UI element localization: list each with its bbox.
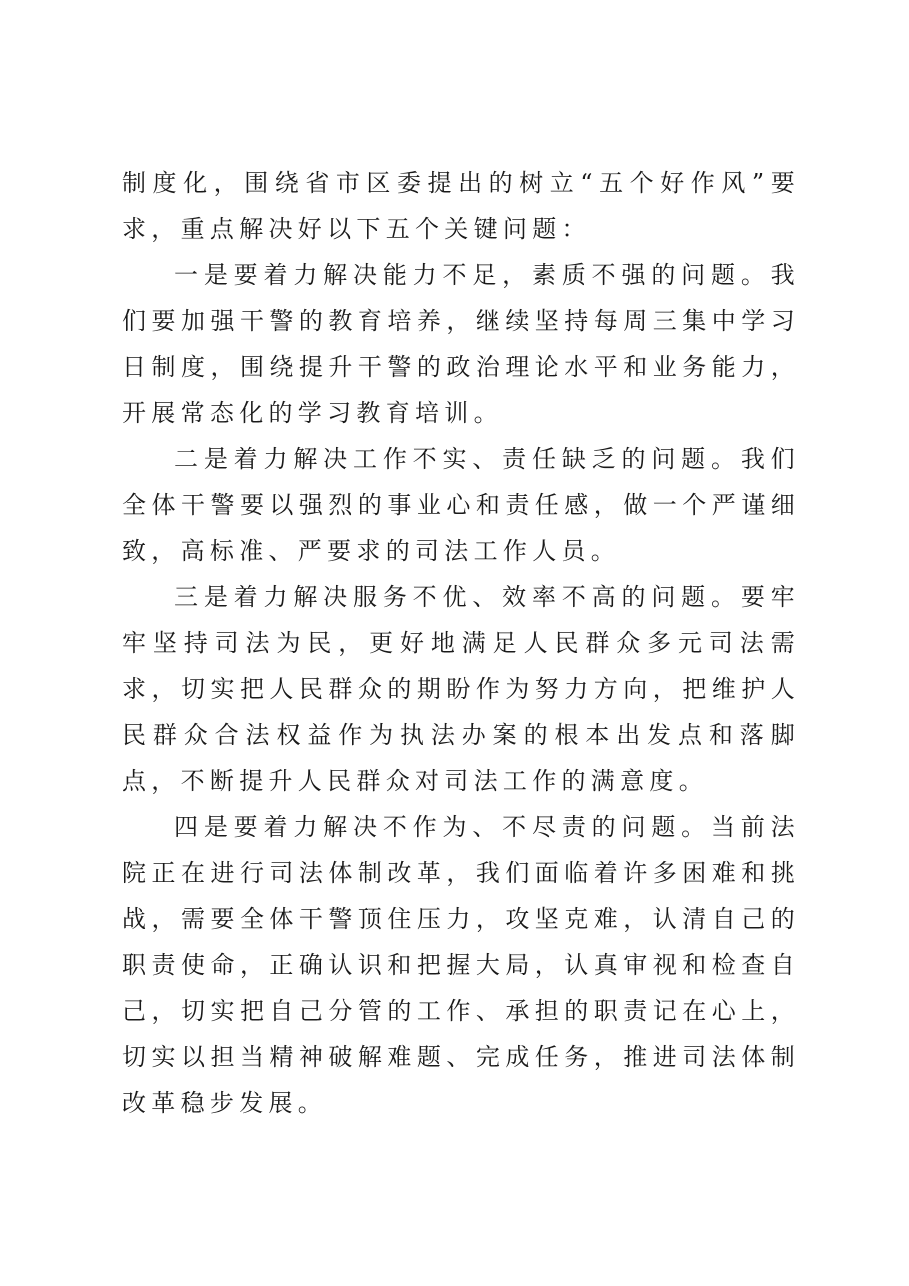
document-body [122, 160, 800, 1126]
paragraph-point-three: 三是着力解决服务不优、效率不高的问题。要牢牢坚持司法为民，更好地满足人民群众多元司法需求，切实把人民群众的期盼作为努力方向，把维护人民群众合法权益作为执法办案的根本出发点和落脚点，不断提升人民群众对司法工作的满意度。 [122, 583, 800, 795]
paragraph-intro: 制度化，围绕省市区委提出的树立“五个好作风”要求，重点解决好以下五个关键问题： [122, 169, 800, 243]
paragraph-point-four: 四是要着力解决不作为、不尽责的问题。当前法院正在进行司法体制改革，我们面临着许多困难和挑战，需要全体干警顶住压力，攻坚克难，认清自己的职责使命，正确认识和把握大局，认真审视和检查自己，切实把自己分管的工作、承担的职责记在心上，切实以担当精神破解难题、完成任务，推进司法体制改革稳步发展。 [122, 813, 800, 1117]
paragraph-point-one: 一是要着力解决能力不足，素质不强的问题。我们要加强干警的教育培养，继续坚持每周三集中学习日制度，围绕提升干警的政治理论水平和业务能力，开展常态化的学习教育培训。 [122, 261, 800, 427]
paragraph-point-two: 二是着力解决工作不实、责任缺乏的问题。我们全体干警要以强烈的事业心和责任感，做一个严谨细致，高标准、严要求的司法工作人员。 [122, 445, 800, 565]
